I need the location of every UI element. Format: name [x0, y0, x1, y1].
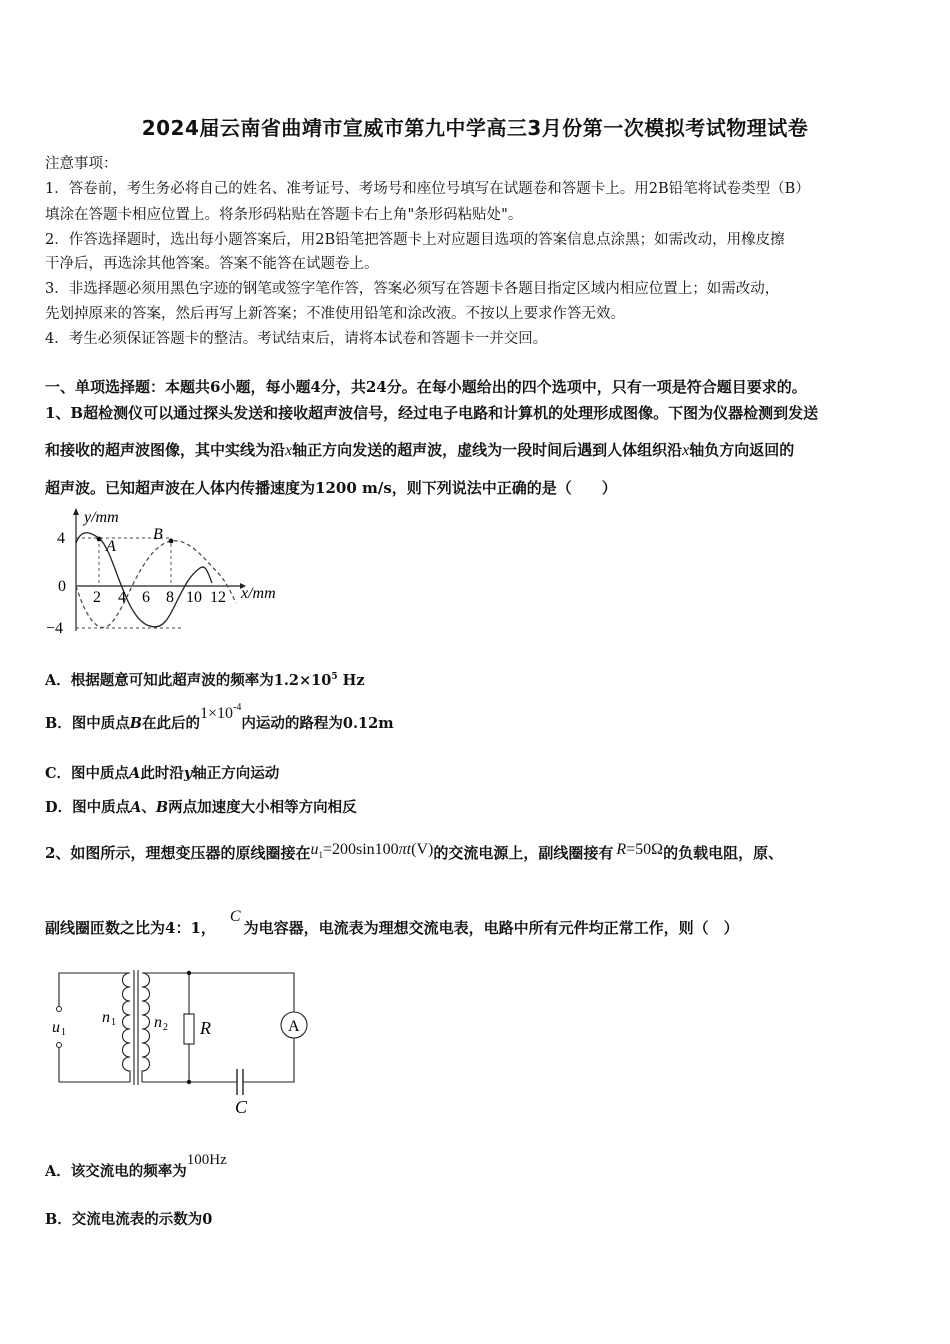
- resistor: [184, 1014, 194, 1044]
- sent-wave: [76, 533, 212, 627]
- q1-option-d[interactable]: D．图中质点A、B两点加速度大小相等方向相反: [45, 799, 357, 816]
- q1-option-c[interactable]: C．图中质点A此时沿y轴正方向运动: [45, 765, 280, 782]
- primary-coil: [123, 973, 131, 1082]
- q2-option-b[interactable]: B．交流电流表的示数为0: [45, 1211, 213, 1228]
- y-axis-label: y/mm: [84, 509, 119, 526]
- x-tick: 8: [166, 589, 174, 606]
- label-u1-sub: 1: [61, 1027, 66, 1038]
- label-r: R: [200, 1018, 211, 1038]
- label-n1-sub: 1: [111, 1017, 116, 1028]
- notes-line: 3．非选择题必须用黑色字迹的钢笔或签字笔作答，答案必须写在答题卡各题目指定区域内相应位置上；如需改动，: [45, 281, 780, 297]
- x-tick: 6: [142, 589, 150, 606]
- page-title: 2024届云南省曲靖市宣威市第九中学高三3月份第一次模拟考试物理试卷: [141, 116, 809, 140]
- primary-wire-top: [59, 973, 130, 1006]
- x-tick: 4: [118, 589, 126, 606]
- q2-line-1: 2、如图所示，理想变压器的原线圈接在$u_1=200\sin 100\pi t(V)$的交流电源上，副线圈接有 R=50Ω的负载电阻，原、: [45, 841, 784, 862]
- q2-option-a[interactable]: A．该交流电的频率为100Hz: [45, 1152, 227, 1180]
- x-tick: 12: [210, 589, 226, 606]
- x-tick: 10: [186, 589, 202, 606]
- wave-figure: [40, 505, 300, 640]
- secondary-wire-top: [142, 973, 294, 1012]
- label-c: C: [235, 1097, 248, 1117]
- notes-line: 先划掉原来的答案，然后再写上新答案；不准使用铅笔和涂改液。不按以上要求作答无效。: [45, 306, 625, 322]
- label-u1: u: [52, 1019, 60, 1036]
- y-tick: 4: [57, 530, 65, 547]
- primary-wire-bottom: [59, 1048, 130, 1082]
- returned-wave: [76, 541, 236, 628]
- point-b-dot: [169, 539, 174, 544]
- section-heading: 一、单项选择题：本题共6小题，每小题4分，共24分。在每小题给出的四个选项中，只有一项是符合题目要求的。: [45, 378, 807, 396]
- ammeter-label: A: [288, 1018, 300, 1035]
- secondary-coil: [142, 973, 150, 1082]
- notes-line: 4．考生必须保证答题卡的整洁。考试结束后，请将本试卷和答题卡一并交回。: [45, 331, 548, 347]
- x-tick: 2: [93, 589, 101, 606]
- secondary-wire-right: [243, 1038, 294, 1082]
- y-tick: 0: [58, 578, 66, 595]
- circuit-figure: [50, 965, 310, 1120]
- q1-line-2: 和接收的超声波图像，其中实线为沿x轴正方向发送的超声波，虚线为一段时间后遇到人体组织沿x轴负方向返回的: [45, 441, 795, 459]
- x-axis-label: x/mm: [241, 585, 276, 602]
- q2-line-2: 副线圈匝数之比为4：1，C为电容器，电流表为理想交流电表，电路中所有元件均正常工作，则（ ）: [45, 908, 739, 937]
- notes-line: 干净后，再选涂其他答案。答案不能答在试题卷上。: [45, 256, 379, 272]
- notes-heading: 注意事项：: [45, 156, 118, 172]
- q1-line-1: 1、B超检测仪可以通过探头发送和接收超声波信号，经过电子电路和计算机的处理形成图像。下图为仪器检测到发送: [45, 404, 819, 422]
- q1-line-3: 超声波。已知超声波在人体内传播速度为1200 m/s，则下列说法中正确的是（ ）: [45, 479, 617, 497]
- notes-line: 1．答卷前，考生务必将自己的姓名、准考证号、考场号和座位号填写在试题卷和答题卡上。用2B铅笔将试卷类型（B）: [45, 181, 810, 197]
- point-b-label: B: [153, 526, 163, 543]
- junction-top: [187, 971, 191, 975]
- q1-option-a[interactable]: A．根据题意可知此超声波的频率为$1.2\times 10^5$ Hz: [45, 672, 365, 689]
- notes-line: 填涂在答题卡相应位置上。将条形码粘贴在答题卡右上角"条形码粘贴处"。: [45, 207, 523, 223]
- notes-line: 2．作答选择题时，选出每小题答案后，用2B铅笔把答题卡上对应题目选项的答案信息点涂黑；如需改动，用橡皮擦: [45, 232, 785, 248]
- terminal-top: [57, 1007, 62, 1012]
- point-a-label: A: [106, 538, 116, 555]
- y-axis-arrow: [73, 508, 79, 515]
- label-n1: n: [102, 1009, 110, 1026]
- label-n2-sub: 2: [163, 1022, 168, 1033]
- label-n2: n: [154, 1014, 162, 1031]
- terminal-bottom: [57, 1043, 62, 1048]
- y-tick: −4: [46, 620, 64, 637]
- q1-option-b[interactable]: B．图中质点B在此后的$1\times 10^{-4}$内运动的路程为0.12m: [45, 702, 394, 732]
- point-a-dot: [97, 537, 102, 542]
- junction-bottom: [187, 1080, 191, 1084]
